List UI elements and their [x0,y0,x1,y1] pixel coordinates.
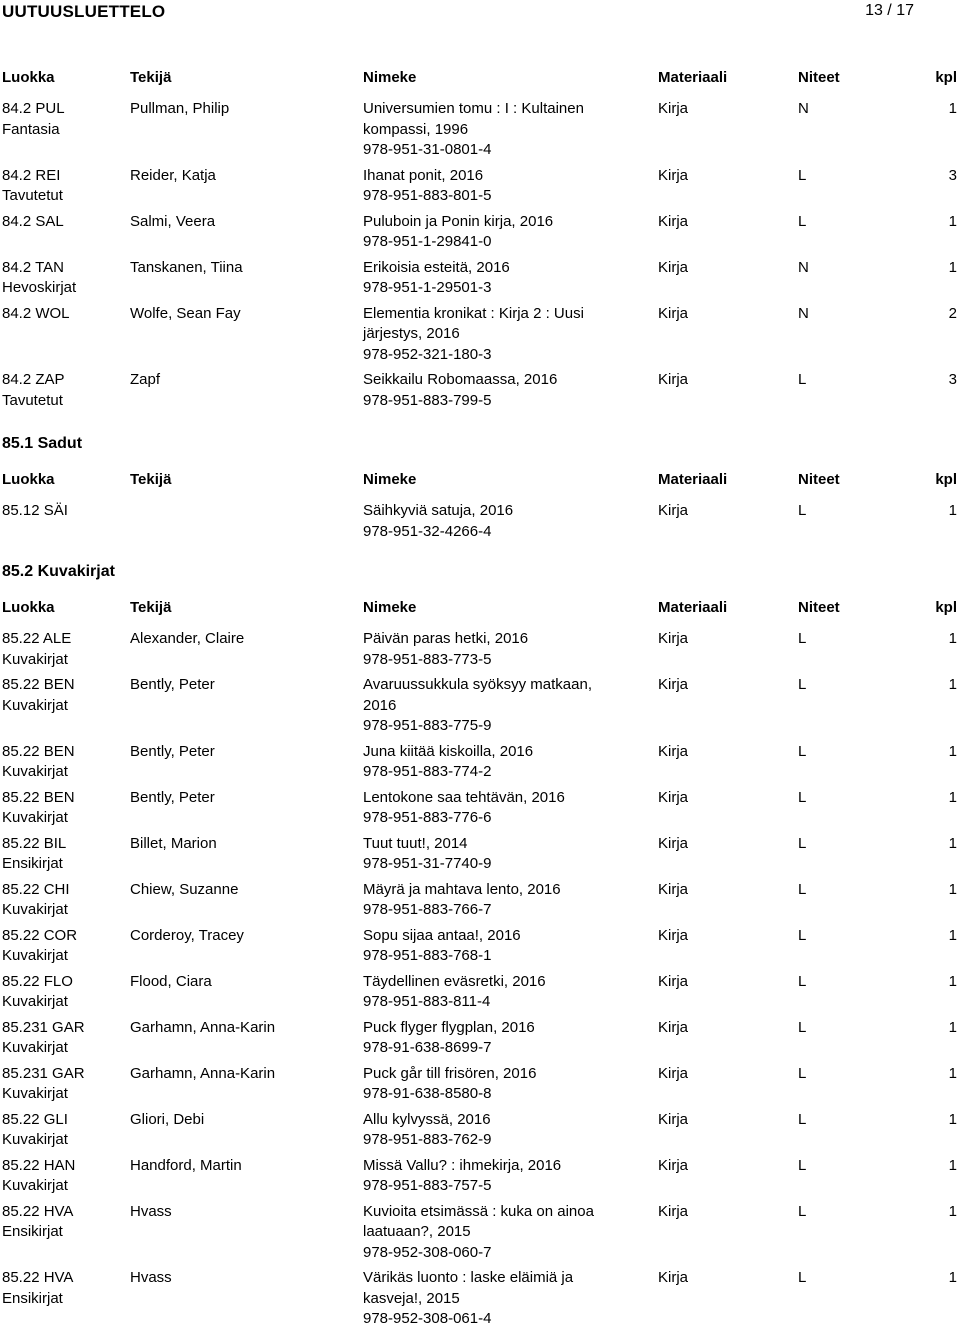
title-cell [363,166,623,207]
genre-label: Kuvakirjat [2,763,68,780]
quantity-cell: 1 [948,212,957,230]
author-cell: Chiew, Suzanne [130,880,239,898]
title-line: Puck flyger flygplan, 2016 [363,1018,535,1036]
quantity-cell: 1 [948,630,957,647]
isbn: 978-951-883-801-5 [363,187,492,204]
class-code-cell [2,880,126,921]
material-cell: Kirja [658,676,689,693]
column-header-kpl: kpl [935,69,957,86]
isbn: 978-951-31-7740-9 [363,855,492,872]
column-header-kpl: kpl [935,599,957,616]
author-cell: Bently, Peter [130,788,215,806]
title-cell [363,788,623,829]
class-code: 85.231 GAR [2,1018,85,1036]
table-row [0,1110,960,1156]
material-cell: Kirja [658,258,689,276]
volumes-cell: L [798,972,807,990]
material-cell: Kirja [658,1202,689,1220]
author-cell: Garhamn, Anna-Karin [130,1018,276,1036]
class-code: 84.2 WOL [2,304,70,322]
genre-label: Ensikirjat [2,1289,63,1307]
class-code: 84.2 ZAP [2,371,65,388]
isbn: 978-951-883-762-9 [363,1131,492,1148]
class-code-cell [2,1110,126,1151]
class-code: 85.22 HAN [2,1156,76,1174]
author-cell: Hvass [130,1269,172,1286]
title-cell [363,304,623,366]
class-code: 84.2 REI [2,166,61,184]
quantity-cell: 3 [948,371,957,388]
title-line: Elementia kronikat : Kirja 2 : Uusi [363,304,584,322]
material-cell: Kirja [658,880,689,898]
column-header-nimeke: Nimeke [363,599,417,616]
class-code-cell [2,1064,126,1105]
volumes-cell: L [798,880,807,898]
author-cell: Garhamn, Anna-Karin [130,1064,276,1082]
title-cell [363,1156,623,1197]
isbn: 978-951-883-774-2 [363,763,492,780]
material-cell: Kirja [658,1269,689,1286]
title-line: Puck går till frisören, 2016 [363,1064,537,1082]
class-code-cell [2,501,126,522]
title-line: Seikkailu Robomaassa, 2016 [363,371,558,388]
column-header-row [0,598,960,618]
genre-label: Fantasia [2,120,60,138]
title-line: Avaruussukkula syöksyy matkaan, [363,676,592,693]
table-row [0,834,960,880]
title-cell [363,880,623,921]
class-code: 85.22 BEN [2,742,75,760]
material-cell: Kirja [658,371,689,388]
class-code-cell [2,926,126,967]
title-line: järjestys, 2016 [363,325,460,342]
class-code-cell [2,629,126,670]
section-sadut [0,434,960,547]
table-row [0,629,960,675]
class-code-cell [2,972,126,1013]
quantity-cell: 1 [948,742,957,760]
title-cell [363,212,623,253]
title-line: Erikoisia esteitä, 2016 [363,258,510,276]
volumes-cell: L [798,1156,807,1174]
table-row [0,1018,960,1064]
class-code: 85.22 HVA [2,1269,74,1286]
volumes-cell: L [798,1202,807,1220]
volumes-cell: L [798,166,807,184]
isbn: 978-951-883-757-5 [363,1177,492,1194]
isbn: 978-951-883-811-4 [363,993,491,1010]
volumes-cell: L [798,371,807,388]
title-line: Universumien tomu : I : Kultainen [363,100,584,117]
title-cell [363,1202,623,1264]
section-kuvakirjat [0,562,960,1335]
title-line: 2016 [363,696,397,714]
column-header-luokka: Luokka [2,69,55,86]
page-number: 13 / 17 [865,2,914,19]
class-code-cell [2,99,126,140]
volumes-cell: L [798,834,807,852]
isbn: 978-91-638-8699-7 [363,1039,492,1056]
quantity-cell: 1 [948,1064,957,1082]
title-line: Säihkyviä satuja, 2016 [363,502,514,519]
table-row [0,370,960,416]
class-code: 85.12 SÄI [2,502,68,519]
class-code-cell [2,834,126,875]
title-line: Puluboin ja Ponin kirja, 2016 [363,212,554,230]
quantity-cell: 1 [948,502,957,519]
volumes-cell: L [798,742,807,760]
author-cell: Zapf [130,371,161,388]
material-cell: Kirja [658,100,689,117]
table-row [0,675,960,742]
genre-label: Kuvakirjat [2,993,68,1010]
isbn: 978-951-883-773-5 [363,650,492,668]
author-cell: Flood, Ciara [130,972,212,990]
class-code-cell [2,788,126,829]
volumes-cell: N [798,304,809,322]
title-line: Ihanat ponit, 2016 [363,166,484,184]
quantity-cell: 1 [948,258,957,276]
title-line: laatuaan?, 2015 [363,1223,471,1240]
class-code-cell [2,1156,126,1197]
column-header-materiaali: Materiaali [658,69,728,86]
section-title: 85.2 Kuvakirjat [2,563,115,580]
title-cell [363,1064,623,1105]
title-line: Kuvioita etsimässä : kuka on ainoa [363,1202,594,1220]
author-cell: Reider, Katja [130,166,216,184]
column-header-row [0,470,960,490]
title-line: kasveja!, 2015 [363,1289,460,1307]
isbn: 978-951-31-0801-4 [363,141,492,158]
material-cell: Kirja [658,788,689,806]
title-line: Allu kylvyssä, 2016 [363,1110,491,1128]
author-cell: Bently, Peter [130,676,215,693]
volumes-cell: L [798,630,807,647]
column-header-niteet: Niteet [798,471,840,488]
title-cell [363,742,623,783]
column-header-kpl: kpl [935,471,957,488]
material-cell: Kirja [658,304,689,322]
isbn: 978-951-883-776-6 [363,809,492,826]
isbn: 978-951-32-4266-4 [363,522,492,540]
column-header-materiaali: Materiaali [658,599,728,616]
volumes-cell: L [798,1064,807,1082]
class-code-cell [2,1268,126,1309]
isbn: 978-952-321-180-3 [363,345,492,363]
column-header-luokka: Luokka [2,599,55,616]
class-code: 85.22 FLO [2,972,73,990]
class-code-cell [2,370,126,411]
quantity-cell: 1 [948,1110,957,1128]
material-cell: Kirja [658,502,689,519]
genre-label: Ensikirjat [2,855,63,872]
title-line: Täydellinen eväsretki, 2016 [363,972,546,990]
quantity-cell: 1 [948,880,957,898]
table-row [0,1202,960,1269]
class-code: 85.22 BIL [2,834,67,852]
class-code: 85.231 GAR [2,1064,85,1082]
quantity-cell: 1 [948,1269,957,1286]
isbn: 978-951-1-29841-0 [363,233,492,250]
material-cell: Kirja [658,212,689,230]
class-code: 85.22 HVA [2,1202,74,1220]
title-cell [363,1018,623,1059]
title-line: kompassi, 1996 [363,120,469,138]
column-header-niteet: Niteet [798,599,840,616]
material-cell: Kirja [658,742,689,760]
table-row [0,166,960,212]
title-cell [363,370,623,411]
title-line: Lentokone saa tehtävän, 2016 [363,788,565,806]
author-cell: Hvass [130,1202,172,1220]
title-cell [363,258,623,299]
author-cell: Tanskanen, Tiina [130,258,243,276]
column-header-luokka: Luokka [2,471,55,488]
class-code: 85.22 GLI [2,1110,68,1128]
table-row [0,501,960,547]
author-cell: Pullman, Philip [130,100,230,117]
isbn: 978-951-883-775-9 [363,717,492,734]
title-cell [363,629,623,670]
genre-label: Kuvakirjat [2,901,68,918]
quantity-cell: 1 [948,1018,957,1036]
section-fiction [0,68,960,416]
class-code-cell [2,166,126,207]
isbn: 978-951-1-29501-3 [363,279,492,296]
table-row [0,972,960,1018]
isbn: 978-952-308-060-7 [363,1243,492,1261]
class-code: 84.2 PUL [2,100,65,117]
volumes-cell: L [798,1110,807,1128]
quantity-cell: 1 [948,676,957,693]
table-row [0,880,960,926]
isbn: 978-951-883-766-7 [363,901,492,918]
class-code: 85.22 BEN [2,676,75,693]
genre-label: Kuvakirjat [2,947,68,964]
page-header [0,0,960,24]
author-cell: Gliori, Debi [130,1110,205,1128]
genre-label: Hevoskirjat [2,279,77,296]
quantity-cell: 1 [948,100,957,117]
table-row [0,788,960,834]
isbn: 978-951-883-799-5 [363,391,492,409]
class-code: 85.22 COR [2,926,78,944]
class-code-cell [2,258,126,299]
author-cell: Corderoy, Tracey [130,926,244,944]
genre-label: Kuvakirjat [2,650,68,668]
table-row [0,1156,960,1202]
column-header-tekija: Tekijä [130,69,172,86]
volumes-cell: L [798,676,807,693]
class-code: 85.22 ALE [2,630,72,647]
title-line: Juna kiitää kiskoilla, 2016 [363,742,534,760]
class-code: 85.22 CHI [2,880,70,898]
column-header-tekija: Tekijä [130,599,172,616]
material-cell: Kirja [658,972,689,990]
volumes-cell: L [798,1269,807,1286]
genre-label: Kuvakirjat [2,1177,68,1194]
author-cell: Salmi, Veera [130,212,216,230]
genre-label: Tavutetut [2,187,63,204]
class-code: 85.22 BEN [2,788,75,806]
column-header-nimeke: Nimeke [363,471,417,488]
quantity-cell: 1 [948,1156,957,1174]
table-row [0,1064,960,1110]
column-header-materiaali: Materiaali [658,471,728,488]
title-cell [363,1268,623,1330]
genre-label: Kuvakirjat [2,1131,68,1148]
quantity-cell: 1 [948,926,957,944]
author-cell: Alexander, Claire [130,630,245,647]
title-line: Mäyrä ja mahtava lento, 2016 [363,880,561,898]
class-code-cell [2,675,126,716]
author-cell: Wolfe, Sean Fay [130,304,241,322]
title-line: Värikäs luonto : laske eläimiä ja [363,1269,574,1286]
genre-label: Ensikirjat [2,1223,63,1240]
genre-label: Kuvakirjat [2,1039,68,1056]
material-cell: Kirja [658,1110,689,1128]
author-cell: Billet, Marion [130,834,217,852]
volumes-cell: L [798,1018,807,1036]
title-cell [363,501,623,542]
quantity-cell: 3 [948,166,957,184]
title-line: Missä Vallu? : ihmekirja, 2016 [363,1156,562,1174]
class-code-cell [2,1018,126,1059]
column-header-nimeke: Nimeke [363,69,417,86]
table-row [0,1268,960,1335]
title-line: Sopu sijaa antaa!, 2016 [363,926,521,944]
isbn: 978-952-308-061-4 [363,1310,492,1327]
table-row [0,99,960,166]
title-cell [363,1110,623,1151]
quantity-cell: 1 [948,788,957,806]
class-code: 84.2 SAL [2,212,64,230]
isbn: 978-951-883-768-1 [363,947,492,964]
material-cell: Kirja [658,630,689,647]
material-cell: Kirja [658,834,689,852]
table-row [0,258,960,304]
material-cell: Kirja [658,1156,689,1174]
volumes-cell: L [798,926,807,944]
class-code-cell [2,742,126,783]
quantity-cell: 2 [948,304,957,322]
genre-label: Kuvakirjat [2,696,68,714]
title-cell [363,834,623,875]
author-cell: Bently, Peter [130,742,215,760]
title-line: Päivän paras hetki, 2016 [363,630,529,647]
table-row [0,304,960,371]
title-cell [363,99,623,161]
table-row [0,742,960,788]
volumes-cell: L [798,212,807,230]
volumes-cell: L [798,788,807,806]
class-code-cell [2,304,126,325]
volumes-cell: N [798,258,809,276]
material-cell: Kirja [658,166,689,184]
column-header-row [0,68,960,88]
column-header-tekija: Tekijä [130,471,172,488]
class-code-cell [2,212,126,233]
quantity-cell: 1 [948,1202,957,1220]
genre-label: Tavutetut [2,391,63,409]
quantity-cell: 1 [948,834,957,852]
genre-label: Kuvakirjat [2,809,68,826]
class-code: 84.2 TAN [2,258,64,276]
material-cell: Kirja [658,926,689,944]
title-cell [363,926,623,967]
document-title: UUTUUSLUETTELO [2,2,166,21]
genre-label: Kuvakirjat [2,1085,68,1102]
material-cell: Kirja [658,1064,689,1082]
author-cell: Handford, Martin [130,1156,242,1174]
section-title: 85.1 Sadut [2,435,83,452]
column-header-niteet: Niteet [798,69,840,86]
table-row [0,212,960,258]
title-cell [363,675,623,737]
quantity-cell: 1 [948,972,957,990]
class-code-cell [2,1202,126,1243]
volumes-cell: L [798,502,807,519]
table-row [0,926,960,972]
isbn: 978-91-638-8580-8 [363,1085,492,1102]
title-cell [363,972,623,1013]
title-line: Tuut tuut!, 2014 [363,834,468,852]
volumes-cell: N [798,100,809,117]
material-cell: Kirja [658,1018,689,1036]
